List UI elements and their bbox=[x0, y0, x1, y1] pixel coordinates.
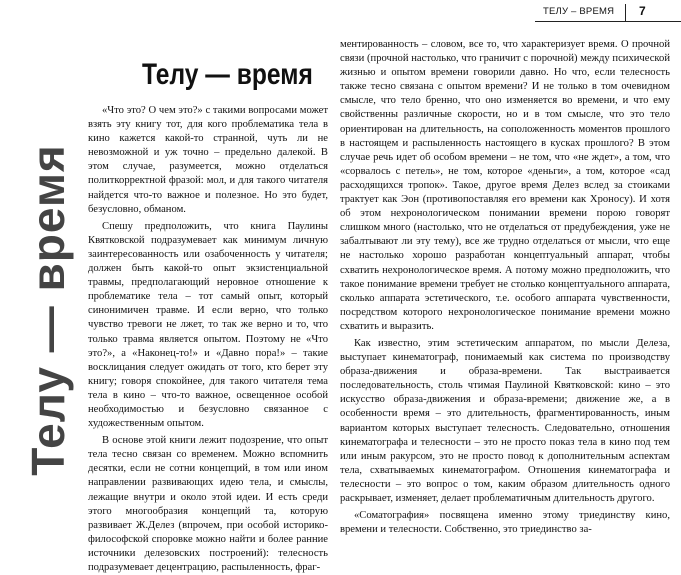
running-head-title: ТЕЛУ – ВРЕМЯ bbox=[543, 6, 615, 17]
chapter-title: Телу — время bbox=[142, 58, 313, 91]
paragraph: «Соматография» посвящена именно этому триединству кино, времени и телесности. Собственно, это триединство за- bbox=[340, 510, 670, 536]
header-rule bbox=[535, 21, 681, 22]
paragraph: Спешу предположить, что книга Паулины Квятковской подразумевает как минимум личную заинтересованность или озабоченность у читателя; должен быть какой-то опыт экзистенциальной травмы, предполагающий неровное отношение к проблематике тела – тот самый опыт, который синонимичен травме. И если верно, что только чувство тревоги не лжет, то так же верно и то, что только травма является опытом. Поэтому не «Что это?», а «Наконец-то!» и «Давно пора!» – такие восклицания следует ожидать от того, кто берет эту книгу; говоря спокойнее, для такого читателя тема тела в кино – что-то важное, освещенное особой необходимостью и безусловно связанное с художественным опытом. bbox=[88, 220, 328, 430]
page-number: 7 bbox=[639, 4, 646, 18]
paragraph: В основе этой книги лежит подозрение, что опыт тела тесно связан со временем. Можно вспомнить десятки, если не сотни концепций, в том или ином направлении развивающих идею тела, и смыслы, лежащие внутри и около этой идеи. И есть среди этого многообразия концепций та, которую развивает Ж.Делез (впрочем, при особой историко-философской споровке можно найти и более ранние источники делезовских построений): телесность подразумевает децентрацию, распыленность, фраг- bbox=[88, 435, 328, 573]
paragraph: Как известно, этим эстетическим аппаратом, по мысли Делеза, выступает кинематограф, понимаемый как система по производству образа-движения и образа-времени. Так выстраивается последовательность, столь чтимая Паулиной Квятковской: кино – это искусство образа-движения и образа-времени; движение же, а в особенности время – это длительность, фрагментированность, иным вариантом которых выступает телесность. Следовательно, отношения кинематографа и телесности – это не просто показ тела в кино под тем или иным ракурсом, это не просто повод к дополнительным аспектам тела, схватываемых кинематографом. Отношения кинематографа и телесности – это вопрос о том, каким образом длительность одного раскрывает, изменяет, делает проблематичным длительность другого. bbox=[340, 337, 670, 504]
running-header bbox=[535, 0, 681, 24]
vertical-side-title-text: Телу — время bbox=[22, 144, 74, 476]
vertical-side-title bbox=[22, 100, 74, 520]
left-text-column bbox=[88, 104, 328, 575]
paragraph: ментированность – словом, все то, что характеризует время. О прочной связи (прочной настолько, что граничит с порочной) между психической жизнью и опытом времени говорили давно. Но что, если телесность также тесно связана с опытом времени? И не только в том очевидном смысле, что тело бренно, что оно изменяется во времени, и что ему свойственны различные скорости, но и в том смысле, что это тело ориентирован на длительность, на соположенность моментов прошлого в настоящем и распыленность настоящего в кусках прошлого? В этом случае речь идет об особом времени – не том, что «не ждет», а том, что «сорвалось с петель», не том, которое «деньги», а том, которое «сад расходящихся тропок». Такое, другое время Делез вслед за стоиками трактует как Эон (противопоставляя его времени как Хроносу). И хотя об этом нехронологическом понимании времени порою говорят слишком много (настолько, что не отделаться от предубеждения, уже не забалтывают ли эту тему), все же трудно отделаться от мысли, что еще не настолько хорошо разработан концептуальный аппарат, чтобы схватить нехронологическое время. А потому можно предположить, что такое понимание времени требует не столько концептуального аппарата, сколько аппарата эстетического, т.е. особого аппарата чувственности, посредством которого нехронологическое понимание времени можно схватить и выразить. bbox=[340, 39, 670, 332]
header-divider bbox=[625, 4, 626, 22]
paragraph: «Что это? О чем это?» с такими вопросами может взять эту книгу тот, для кого проблематика тела в кино кажется какой-то странной, чуть ли не невозможной и уж точно – предельно далекой. В этом случае, разумеется, можно отделаться политкорректной фразой: мол, и для такого читателя найдется что-то важное и полезное. Но это будет, безусловно, обманом. bbox=[88, 105, 328, 215]
right-text-column bbox=[340, 38, 670, 537]
